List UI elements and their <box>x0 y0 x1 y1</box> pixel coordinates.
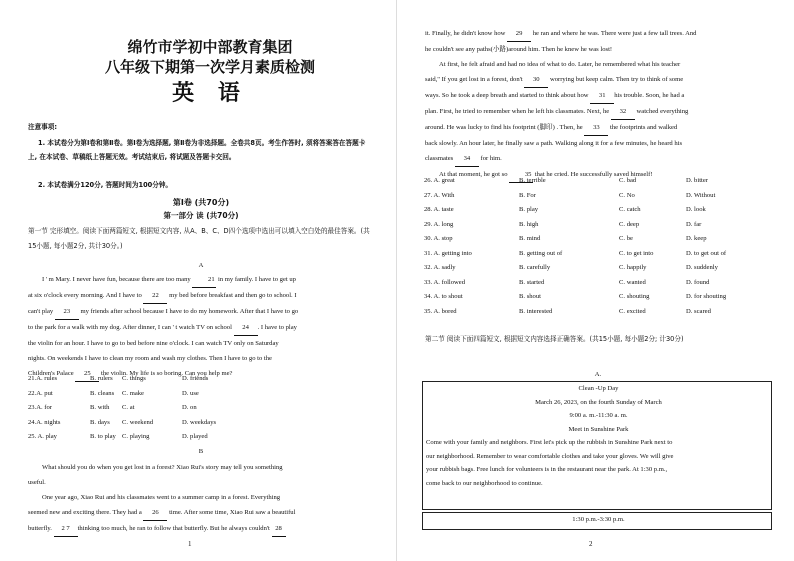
answer-blank: 35 <box>509 167 533 183</box>
option-choice[interactable]: 32. A. sadly <box>424 264 456 271</box>
notice-date: March 26, 2023, on the fourth Sunday of March <box>535 398 662 406</box>
passage-line <box>425 120 771 136</box>
line-text: ways. So he took a deep breath and started to think about how <box>425 92 591 99</box>
option-choice[interactable]: B. days <box>90 418 110 426</box>
option-choice[interactable]: B. shout <box>519 293 541 300</box>
line-text: my bed before breakfast and then go to school. I <box>167 292 297 299</box>
option-choice[interactable]: C. wanted <box>619 278 646 286</box>
line-text: for him. <box>478 155 502 162</box>
option-choice[interactable]: 24.A. nights <box>28 418 61 426</box>
option-choice[interactable]: C. to get into <box>619 249 654 257</box>
option-choice[interactable]: C. catch <box>619 206 641 213</box>
option-choice[interactable]: 30. A. stop <box>424 235 453 242</box>
option-choice[interactable]: 34. A. to shout <box>424 293 463 300</box>
line-text: the violin. My life is so boring. Can you help me? <box>99 370 233 377</box>
line-text: classmates <box>425 155 455 162</box>
option-choice[interactable]: 29. A. long <box>424 220 454 228</box>
passage-a2-label: A. <box>594 371 602 378</box>
option-choice[interactable]: D. for shouting <box>686 293 727 300</box>
option-choice[interactable]: D. friends <box>182 375 209 382</box>
answer-blank: 24 <box>234 320 258 336</box>
option-choice[interactable]: B. cleans <box>90 389 115 397</box>
option-choice[interactable]: B. mind <box>519 235 541 242</box>
line-text: thinking too much, he ran to follow that butterfly. But he always couldn't <box>77 525 272 532</box>
option-choice[interactable]: B. interested <box>519 307 553 315</box>
option-choice[interactable]: B. high <box>519 220 539 228</box>
option-choice[interactable]: B. For <box>519 191 536 199</box>
line-text: useful. <box>28 479 46 486</box>
option-choice[interactable]: 22.A. put <box>28 389 53 397</box>
line-text: At first, he felt afraid and had no idea of what to do. Later, he remembered what his teacher <box>439 61 681 68</box>
option-choice[interactable]: D. suddenly <box>686 264 718 271</box>
line-text: One year ago, Xiao Rui and his classmates went to a summer camp in a forest. Everything <box>42 494 281 501</box>
answer-blank: 22 <box>143 288 167 304</box>
passage-a-label: A <box>198 262 204 269</box>
option-choice[interactable]: C. be <box>619 235 633 242</box>
line-text: Children's Palace <box>28 370 76 377</box>
passage-b-label: B <box>198 448 204 455</box>
option-choice[interactable]: C. shouting <box>619 293 650 300</box>
option-choice[interactable]: C. weekend <box>122 418 154 426</box>
line-text: What should you do when you get lost in a forest? Xiao Rui's story may tell you something <box>42 464 283 471</box>
volume-title: 第Ⅰ卷 (共70分) <box>172 198 230 207</box>
option-choice[interactable]: 35. A. bored <box>424 307 457 315</box>
passage-line <box>28 336 374 351</box>
exam-title: 八年级下期第一次学月素质检测 <box>104 58 315 76</box>
passage-line <box>425 26 771 42</box>
passage-line <box>425 88 771 104</box>
answer-blank: 21 <box>192 272 216 288</box>
subject-title: 英 语 <box>172 81 248 106</box>
option-choice[interactable]: 23.A. for <box>28 404 52 411</box>
answer-blank: 33 <box>584 120 608 136</box>
passage-line <box>28 272 374 288</box>
option-choice[interactable]: C. playing <box>122 433 150 440</box>
line-text: his trouble. Soon, he had a <box>614 92 685 99</box>
line-text: I ' m Mary. I never have fun, because there are too many <box>42 276 193 283</box>
option-choice[interactable]: B. getting out of <box>519 249 563 257</box>
line-text: watched everything <box>634 108 689 115</box>
option-choice[interactable]: D. on <box>182 404 197 411</box>
option-choice[interactable]: D. scared <box>686 307 711 315</box>
line-text: can't play <box>28 308 55 315</box>
line-text: he couldn't see any paths(小路)around him. Then he knew he was lost! <box>425 46 613 53</box>
option-choice[interactable]: C. make <box>122 389 144 397</box>
section1-intro: 第一节 完形填空。阅读下面两篇短文, 根据短文内容, 从A、B、C、D四个选项中选出可以填入空白处的最佳答案。(共15小题, 每小题2分, 共计30分。) <box>28 227 370 250</box>
passage-line <box>28 460 374 475</box>
option-choice[interactable]: C. deep <box>619 220 640 228</box>
passage-a <box>28 272 374 382</box>
answer-blank: 30 <box>524 72 548 88</box>
line-text: to the park for a walk with my dog. After dinner, I can ' t watch TV on school <box>28 324 234 331</box>
passage-line <box>425 57 771 72</box>
notice-box <box>422 381 772 510</box>
page-2 <box>397 0 794 561</box>
option-choice[interactable]: C. things <box>122 375 146 382</box>
option-choice[interactable]: 21.A. rules <box>28 375 58 382</box>
line-text: butterfly. <box>28 525 54 532</box>
line-text: my friends after school because I have to do my homework. After that I have to go <box>78 308 299 315</box>
passage-line <box>28 304 374 320</box>
answer-blank: 29 <box>507 26 531 42</box>
line-text: around. He was lucky to find his footprint (脚印) . Then, he <box>425 124 585 131</box>
line-text: said," If you get lost in a forest, don't <box>425 76 525 83</box>
notice-next-time: 1:30 p.m.-3:30 p.m. <box>572 516 625 523</box>
page-number-2: 2 <box>589 540 593 548</box>
option-choice[interactable]: 31. A. getting into <box>424 249 472 257</box>
line-text: in my family. I have to get up <box>216 276 296 283</box>
line-text: plan. First, he tried to remember when he left his classmates. Next, he <box>425 108 611 115</box>
passage-line <box>28 351 374 366</box>
notice-body-line: Come with your family and neighbors. First let's pick up the rubbish in Sunshine Park next to <box>426 439 673 446</box>
line-text: he ran and where he was. There were just a few tall trees. And <box>531 30 697 37</box>
option-choice[interactable]: 28. A. taste <box>424 206 454 213</box>
option-choice[interactable]: B. terrible <box>519 177 546 184</box>
option-choice[interactable]: D. far <box>686 220 702 228</box>
answer-blank: 26 <box>143 505 167 521</box>
line-text: worrying but keep calm. Then try to think of some <box>548 76 684 83</box>
option-choice[interactable]: B. to play <box>90 433 116 440</box>
page-number-1: 1 <box>188 540 192 548</box>
option-choice[interactable]: D. played <box>182 433 208 440</box>
option-choice[interactable]: C. No <box>619 191 635 199</box>
line-text: back slowly. An hour later, he finally saw a path. Walking along it for a few minutes, he heard his <box>425 140 683 147</box>
notice-time: 9:00 a. m.-11:30 a. m. <box>569 412 628 419</box>
option-choice[interactable]: D. keep <box>686 235 707 242</box>
answer-blank: 31 <box>590 88 614 104</box>
option-choice[interactable]: 33. A. followed <box>424 278 466 286</box>
notice-body <box>423 436 771 490</box>
option-choice[interactable]: B. rulers <box>90 375 113 382</box>
school-title: 绵竹市学初中部教育集团 <box>127 38 293 56</box>
option-choice[interactable]: D. Without <box>686 191 716 199</box>
answer-blank: 34 <box>455 151 479 167</box>
answer-blank: 32 <box>611 104 635 120</box>
line-text: nights. On weekends I have to clean my room and wash my clothes. Then I have to go to the <box>28 355 272 362</box>
passage-line <box>425 136 771 151</box>
passage-line <box>28 288 374 304</box>
notice-body-line: your rubbish bags. Free lunch for volunteers is in the restaurant near the park. At 1:30 p.m., <box>426 466 668 473</box>
passage-line <box>28 490 374 505</box>
passage-line <box>28 521 374 537</box>
line-text: the violin for an hour. I have to go to bed before nine o'clock. I can watch TV only on Saturday <box>28 340 279 347</box>
line-text: time. After some time, Xiao Rui saw a beautiful <box>167 509 296 516</box>
option-choice[interactable]: 26. A. great <box>424 177 455 184</box>
passage-line <box>28 475 374 490</box>
note-1: 1. 本试卷分为第Ⅰ卷和第Ⅱ卷。第Ⅰ卷为选择题, 第Ⅱ卷为非选择题。全卷共8页。考生作答时, 须将答案答在答题卡上, 在本试卷、草稿纸上答题无效。考试结束后, 将试题及答题卡交回。 <box>28 139 366 161</box>
line-text: the footprints and walked <box>608 124 678 131</box>
passage-line <box>28 505 374 521</box>
option-choice[interactable]: D. bitter <box>686 177 708 184</box>
option-choice[interactable]: B. carefully <box>519 264 551 271</box>
notice-body-line: our neighborhood. Remember to wear comfortable clothes and take your gloves. We will give <box>426 452 674 460</box>
option-choice[interactable]: C. at <box>122 404 135 411</box>
answer-blank: 28 <box>272 521 286 537</box>
answer-blank: 25 <box>75 366 99 382</box>
option-choice[interactable]: B. play <box>519 206 539 213</box>
option-choice[interactable]: B. started <box>519 278 545 286</box>
option-choice[interactable]: 27. A. With <box>424 191 455 199</box>
option-choice[interactable]: D. weekdays <box>182 418 217 426</box>
line-text: At that moment, he got so <box>439 171 510 178</box>
passage-line <box>425 42 771 57</box>
option-choice[interactable]: D. found <box>686 278 710 286</box>
passage-line <box>425 151 771 167</box>
option-choice[interactable]: C. excited <box>619 307 646 315</box>
part-title: 第一部分 读 (共70分) <box>163 211 239 220</box>
option-choice[interactable]: D. look <box>686 206 706 213</box>
answer-blank: 2 7 <box>54 521 78 537</box>
line-text: seemed new and exciting there. They had a <box>28 509 144 516</box>
option-choice[interactable]: B. with <box>90 404 110 411</box>
line-text: at six o'clock every morning. And I have to <box>28 292 144 299</box>
option-choice[interactable]: C. happily <box>619 264 647 271</box>
line-text: it. Finally, he didn't know how <box>425 30 508 37</box>
notice-place: Meet in Sunshine Park <box>568 425 629 433</box>
notice-body-line: come back to our neighborhood to continue. <box>426 479 543 487</box>
passage-b-part1 <box>28 460 374 537</box>
passage-line <box>425 167 771 183</box>
line-text: that he cried. He successfully saved himself! <box>533 171 653 178</box>
passage-b-part2 <box>425 26 771 183</box>
note-2: 2. 本试卷满分120分, 答题时间为100分钟。 <box>38 181 173 189</box>
passage-line <box>425 104 771 120</box>
section2-intro: 第二节 阅读下面四篇短文, 根据短文内容选择正确答案。(共15小题, 每小题2分; 计30分) <box>425 335 684 343</box>
option-choice[interactable]: D. to get out of <box>686 249 727 257</box>
notice-next-box <box>422 512 772 530</box>
passage-line <box>28 320 374 336</box>
line-text: . I have to play <box>257 324 297 331</box>
notice-title: Clean -Up Day <box>578 385 619 392</box>
option-choice[interactable]: D. use <box>182 389 199 397</box>
option-choice[interactable]: 25. A. play <box>28 433 57 440</box>
answer-blank: 23 <box>55 304 79 320</box>
notes-title: 注意事项: <box>28 123 58 131</box>
option-choice[interactable]: C. bad <box>619 177 637 184</box>
passage-line <box>425 72 771 88</box>
